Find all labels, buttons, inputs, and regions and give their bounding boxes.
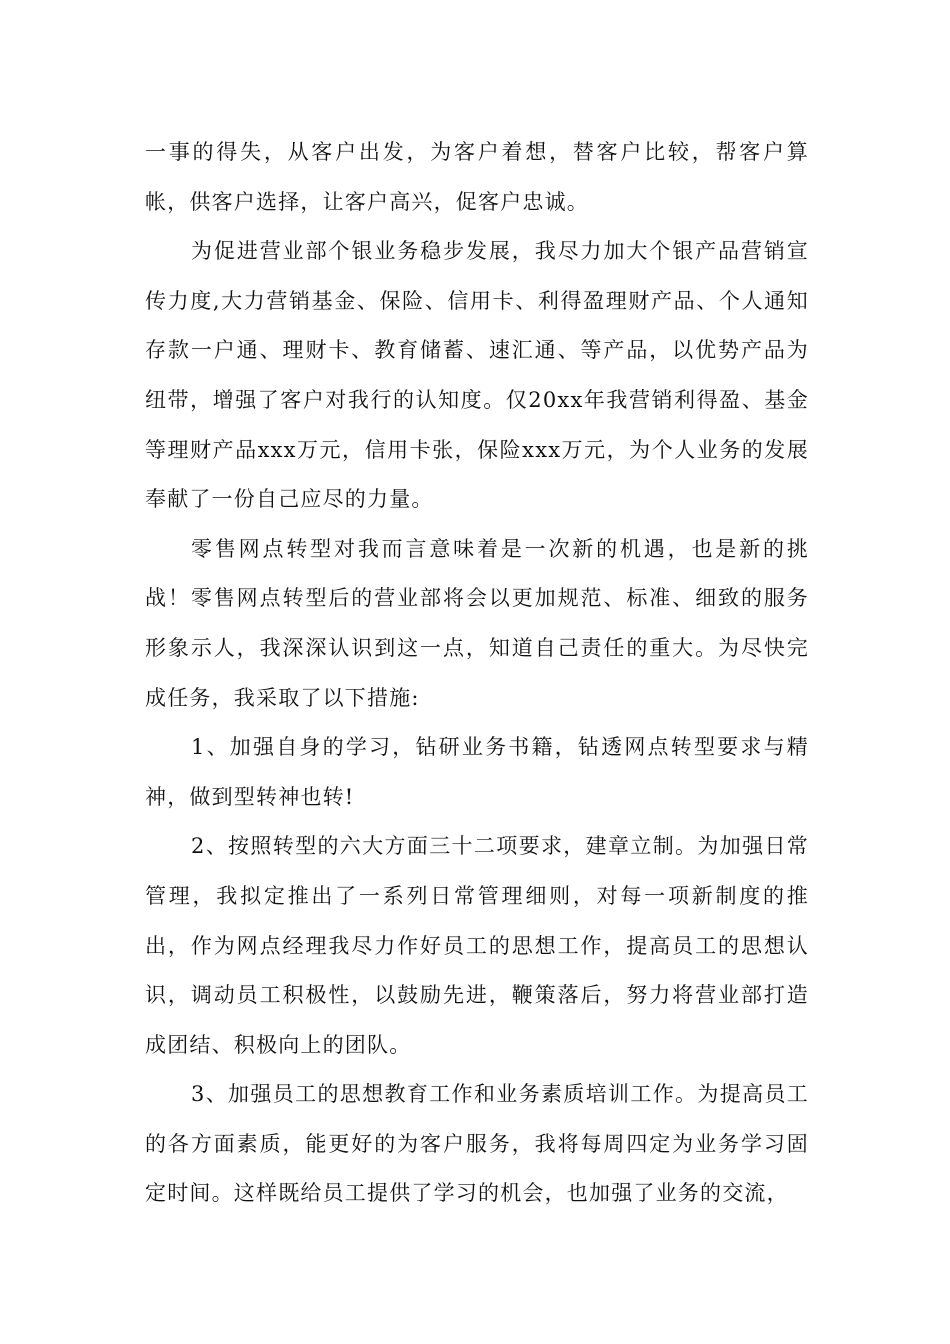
- paragraph-continuation: 一事的得失，从客户出发，为客户着想，替客户比较，帮客户算帐，供客户选择，让客户高兴，促客户忠诚。: [145, 140, 809, 214]
- paragraph-measure-3: 3、加强员工的思想教育工作和业务素质培训工作。为提高员工的各方面素质，能更好的为客户服务，我将每周四定为业务学习固定时间。这样既给员工提供了学习的机会，也加强了业务的交流，: [145, 1082, 809, 1206]
- paragraph-product-marketing: 为促进营业部个银业务稳步发展，我尽力加大个银产品营销宣传力度,大力营销基金、保险、信用卡、利得盈理财产品、个人通知存款一户通、理财卡、教育储蓄、速汇通、等产品，以优势产品为纽带，增强了客户对我行的认知度。仅20xx年我营销利得盈、基金等理财产品xxx万元，信用卡张，保险xxx万元，为个人业务的发展奉献了一份自己应尽的力量。: [145, 239, 809, 512]
- paragraph-measure-1: 1、加强自身的学习，钻研业务书籍，钻透网点转型要求与精神，做到型转神也转!: [145, 735, 809, 809]
- paragraph-measure-2: 2、按照转型的六大方面三十二项要求，建章立制。为加强日常管理，我拟定推出了一系列日常管理细则，对每一项新制度的推出，作为网点经理我尽力作好员工的思想工作，提高员工的思想认识，调动员工积极性，以鼓励先进，鞭策落后，努力将营业部打造成团结、积极向上的团队。: [145, 834, 809, 1057]
- document-body: [145, 128, 809, 1219]
- paragraph-outlet-transformation: 零售网点转型对我而言意味着是一次新的机遇，也是新的挑战！零售网点转型后的营业部将会以更加规范、标准、细致的服务形象示人，我深深认识到这一点，知道自己责任的重大。为尽快完成任务，我采取了以下措施:: [145, 536, 809, 710]
